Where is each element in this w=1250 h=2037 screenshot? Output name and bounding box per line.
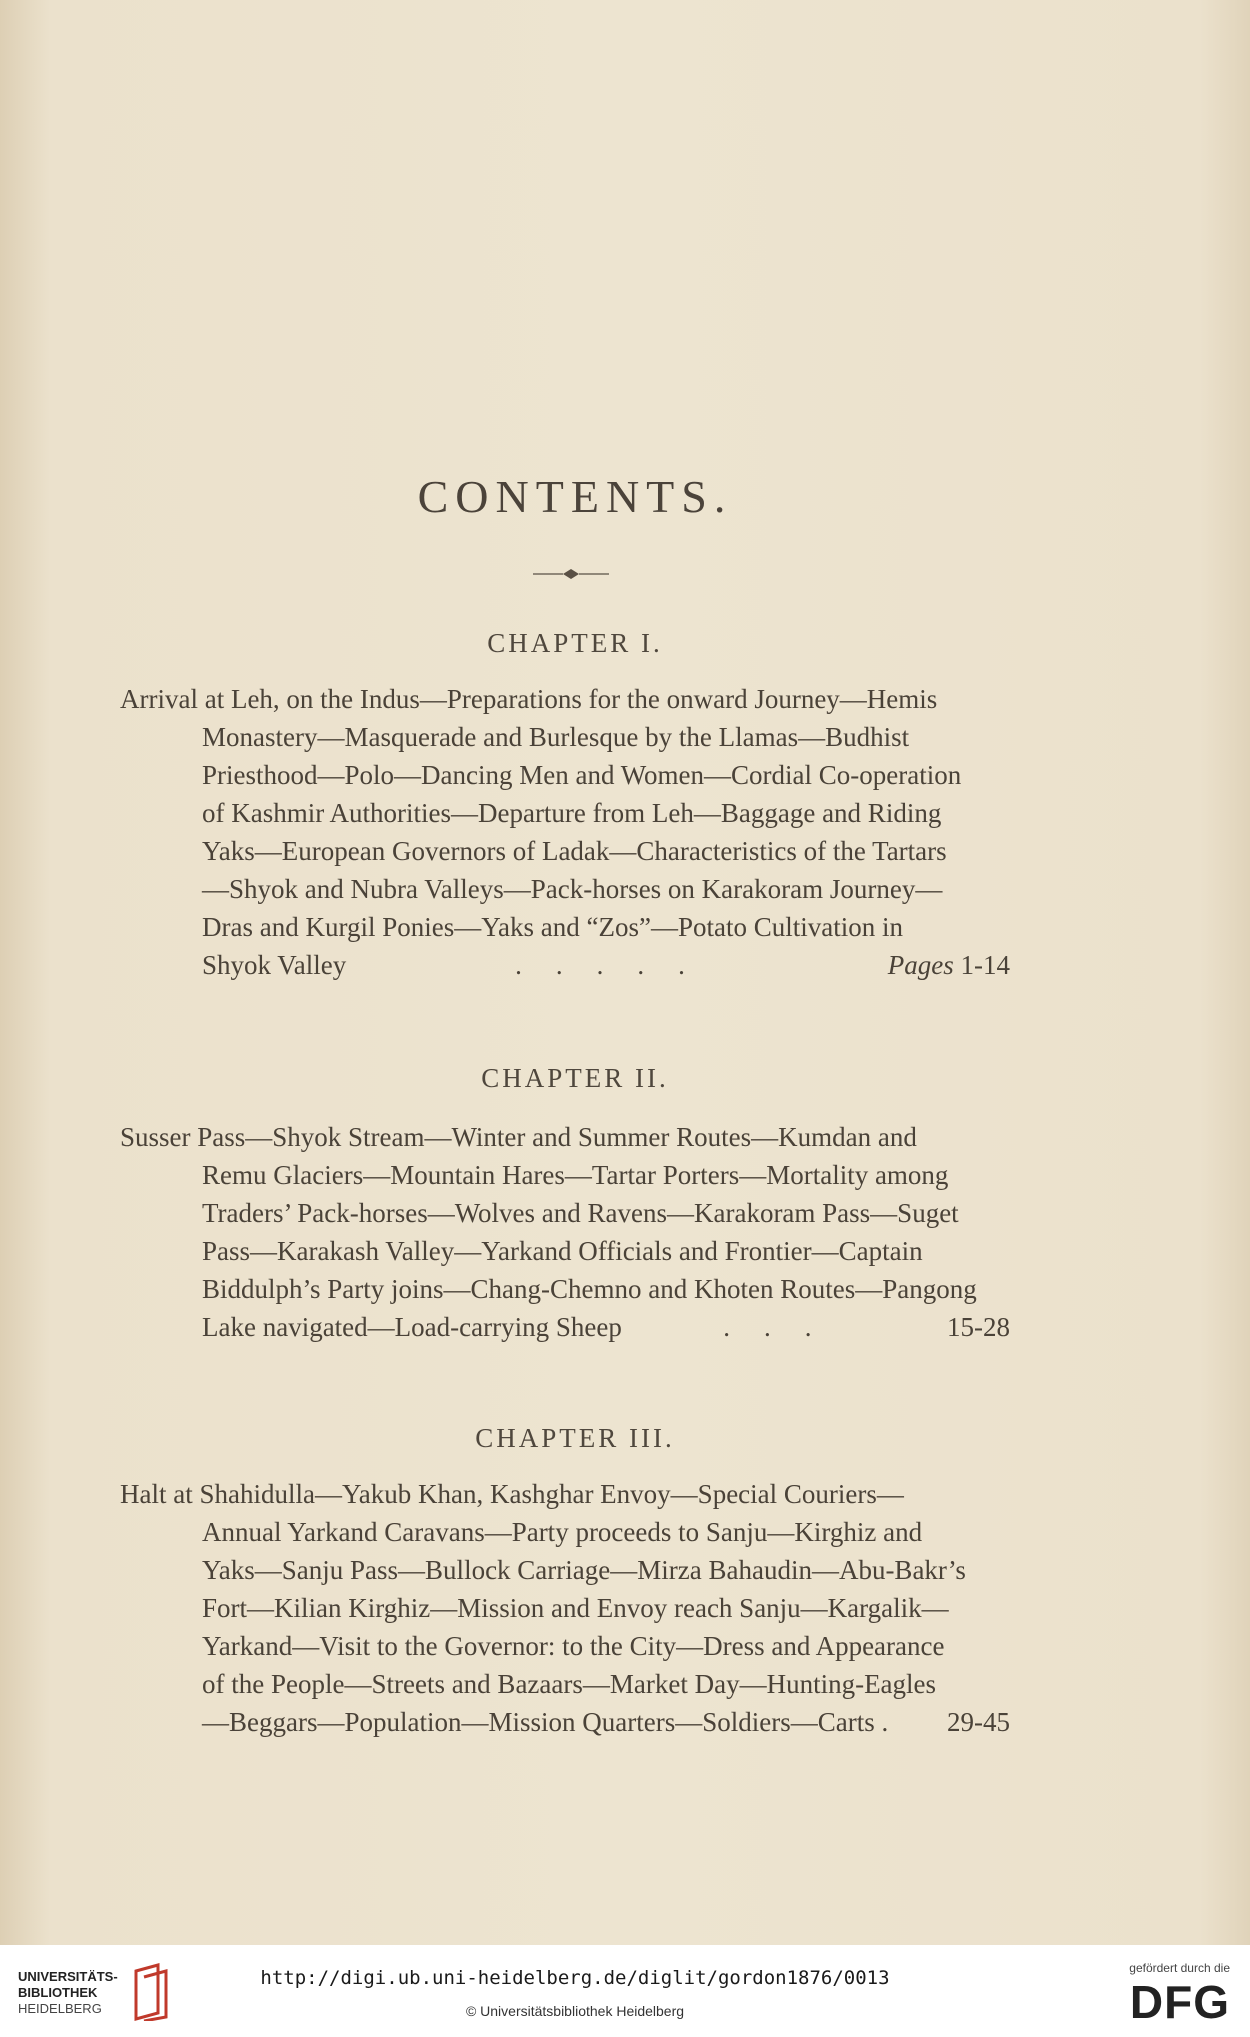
divider-ornament-icon bbox=[533, 566, 609, 582]
leader-dots: ... bbox=[723, 1312, 846, 1342]
page-numbers: 29-45 bbox=[947, 1707, 1010, 1737]
logo-line: BIBLIOTHEK bbox=[18, 1985, 98, 2000]
chapter-heading: CHAPTER III. bbox=[475, 1423, 675, 1453]
pages-label: Pages bbox=[887, 950, 954, 980]
leader-dots: ..... bbox=[515, 950, 719, 980]
page-range bbox=[888, 946, 1010, 984]
chapter-summary bbox=[120, 1118, 1010, 1346]
summary-line: Pass—Karakash Valley—Yarkand Officials and Frontier—Captain bbox=[202, 1236, 923, 1266]
summary-line: Monastery—Masquerade and Burlesque by the Llamas—Budhist bbox=[202, 722, 910, 752]
summary-line: of the People—Streets and Bazaars—Market Day—Hunting-Eagles bbox=[202, 1669, 937, 1699]
chapter-heading: CHAPTER II. bbox=[481, 1063, 669, 1093]
summary-line: Fort—Kilian Kirghiz—Mission and Envoy reach Sanju—Kargalik— bbox=[202, 1593, 949, 1623]
page-title: CONTENTS. bbox=[417, 471, 733, 522]
summary-line: Yarkand—Visit to the Governor: to the City—Dress and Appearance bbox=[202, 1631, 945, 1661]
summary-last-line bbox=[120, 1703, 1010, 1741]
chapter-summary bbox=[120, 1475, 1010, 1741]
summary-line: Yaks—Sanju Pass—Bullock Carriage—Mirza Bahaudin—Abu-Bakr’s bbox=[202, 1555, 966, 1585]
summary-line: Susser Pass—Shyok Stream—Winter and Summer Routes—Kumdan and bbox=[120, 1122, 917, 1152]
funding-note: gefördert durch die bbox=[1129, 1961, 1230, 1975]
summary-line: of Kashmir Authorities—Departure from Leh—Baggage and Riding bbox=[202, 798, 942, 828]
dfg-logo: DFG bbox=[1129, 1976, 1230, 2028]
summary-line: —Shyok and Nubra Valleys—Pack-horses on Karakoram Journey— bbox=[202, 874, 943, 904]
summary-line: Yaks—European Governors of Ladak—Characteristics of the Tartars bbox=[202, 836, 947, 866]
summary-line: Priesthood—Polo—Dancing Men and Women—Cordial Co-operation bbox=[202, 760, 962, 790]
viewer-footer bbox=[0, 1945, 1250, 2037]
copyright-notice: © Universitätsbibliothek Heidelberg bbox=[465, 2003, 685, 2019]
summary-line: —Beggars—Population—Mission Quarters—Soldiers—Carts . bbox=[202, 1707, 889, 1737]
summary-line: Biddulph’s Party joins—Chang-Chemno and Khoten Routes—Pangong bbox=[202, 1274, 977, 1304]
summary-line: Halt at Shahidulla—Yakub Khan, Kashghar Envoy—Special Couriers— bbox=[120, 1479, 904, 1509]
logo-line: UNIVERSITÄTS- bbox=[18, 1969, 118, 1984]
summary-line: Shyok Valley bbox=[202, 950, 347, 980]
permalink-url[interactable]: http://digi.ub.uni-heidelberg.de/diglit/gordon1876/0013 bbox=[260, 1967, 890, 1989]
summary-line: Annual Yarkand Caravans—Party proceeds to Sanju—Kirghiz and bbox=[202, 1517, 923, 1547]
chapter-summary bbox=[120, 680, 1010, 984]
summary-last-line bbox=[120, 1308, 1010, 1346]
summary-last-line bbox=[120, 946, 1010, 984]
chapter-heading: CHAPTER I. bbox=[487, 628, 663, 658]
summary-line: Dras and Kurgil Ponies—Yaks and “Zos”—Potato Cultivation in bbox=[202, 912, 903, 942]
logo-line: HEIDELBERG bbox=[18, 2001, 102, 2016]
summary-line: Arrival at Leh, on the Indus—Preparations for the onward Journey—Hemis bbox=[120, 684, 938, 714]
page-numbers: 1-14 bbox=[960, 950, 1010, 980]
summary-line: Traders’ Pack-horses—Wolves and Ravens—Karakoram Pass—Suget bbox=[202, 1198, 959, 1228]
page-numbers: 15-28 bbox=[946, 1312, 1010, 1342]
summary-line: Lake navigated—Load-carrying Sheep bbox=[202, 1312, 622, 1342]
summary-line: Remu Glaciers—Mountain Hares—Tartar Porters—Mortality among bbox=[202, 1160, 949, 1190]
